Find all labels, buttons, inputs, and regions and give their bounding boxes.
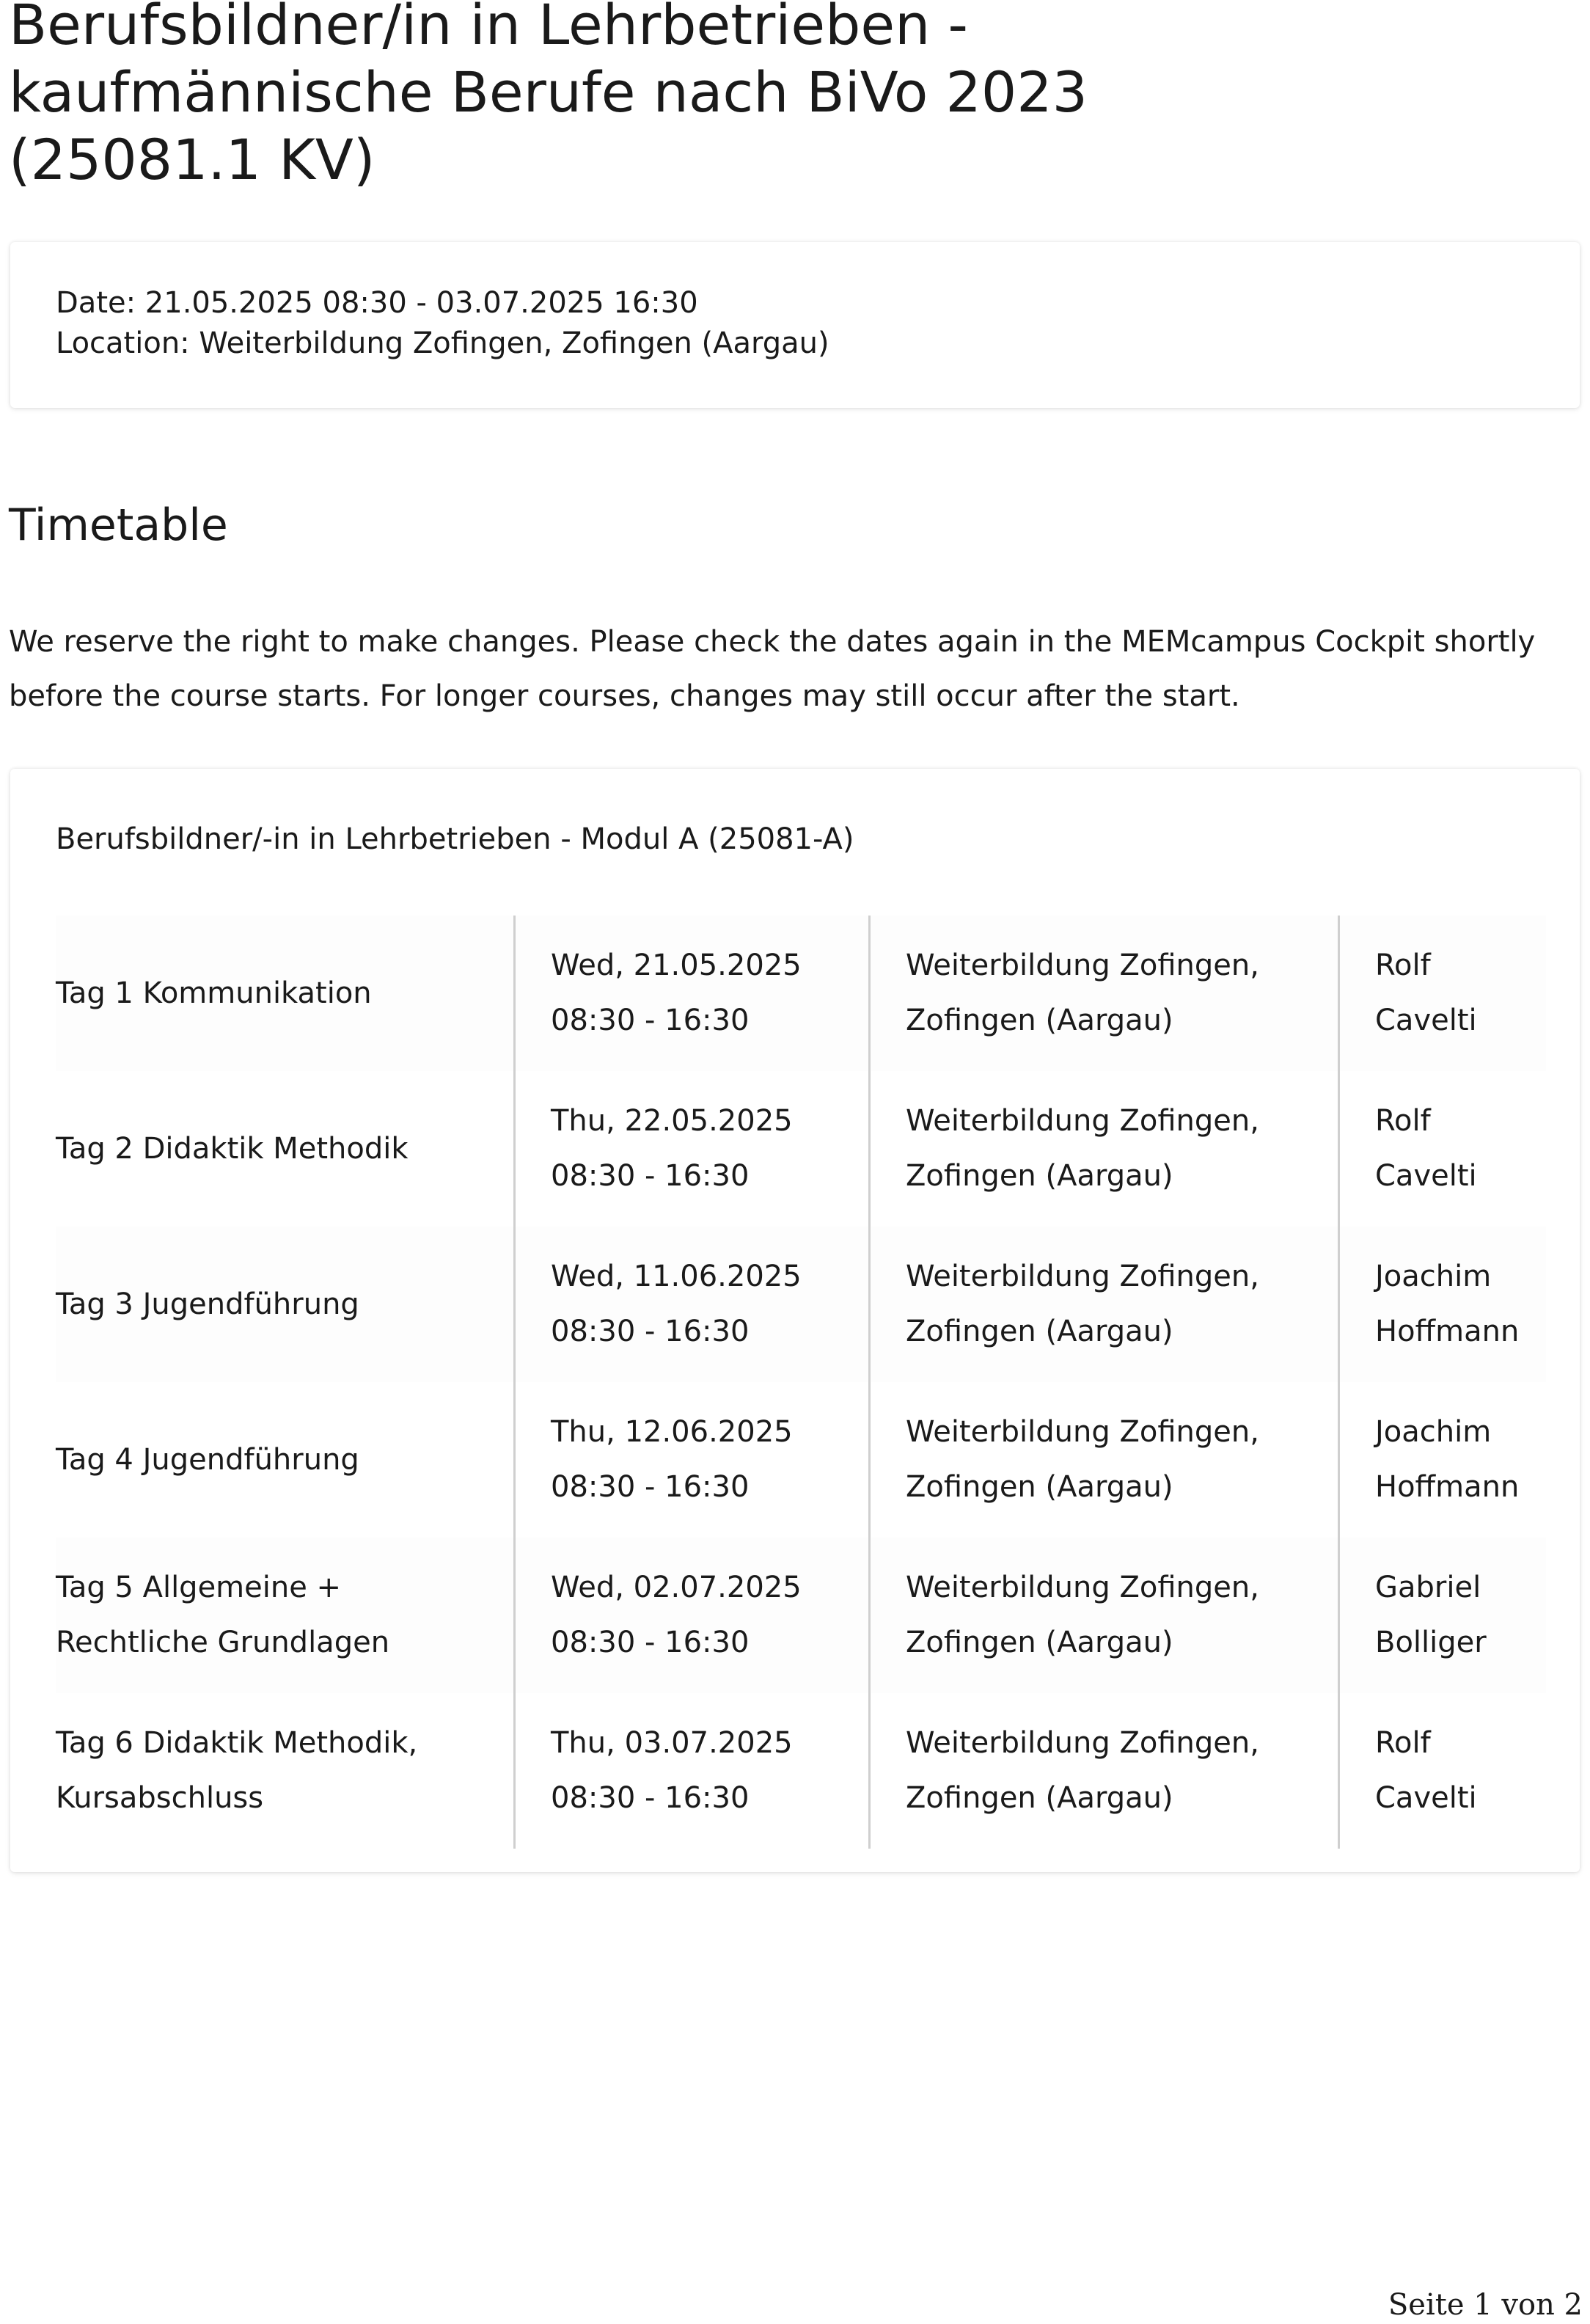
session-location-line: Zofingen (Aargau): [906, 1626, 1173, 1659]
table-row: [56, 1071, 1546, 1227]
session-location-line: Weiterbildung Zofingen,: [906, 949, 1259, 982]
session-datetime: [513, 1382, 868, 1538]
session-datetime: [513, 1538, 868, 1693]
table-row: [56, 1538, 1546, 1693]
table-row: [56, 1693, 1546, 1849]
session-instructor: [1338, 1227, 1546, 1382]
session-instructor-line: Hoffmann: [1375, 1315, 1520, 1348]
session-instructor-line: Bolliger: [1375, 1626, 1487, 1659]
session-topic-line: Tag 1 Kommunikation: [56, 976, 372, 1010]
session-topic-line: Rechtliche Grundlagen: [56, 1626, 390, 1659]
session-location-line: Weiterbildung Zofingen,: [906, 1571, 1259, 1604]
session-instructor: [1338, 916, 1546, 1071]
session-location-line: Zofingen (Aargau): [906, 1470, 1173, 1504]
session-time: 08:30 - 16:30: [551, 1626, 750, 1659]
session-time: 08:30 - 16:30: [551, 1781, 750, 1815]
session-date: Wed, 21.05.2025: [551, 949, 802, 982]
page-title-line: kaufmännische Berufe nach BiVo 2023: [9, 59, 1088, 125]
session-location-line: Zofingen (Aargau): [906, 1159, 1173, 1193]
session-instructor-line: Cavelti: [1375, 1159, 1477, 1193]
module-title: Berufsbildner/-in in Lehrbetrieben - Modul A (25081-A): [56, 822, 854, 856]
page-title-line: (25081.1 KV): [9, 127, 375, 192]
session-instructor: [1338, 1382, 1546, 1538]
session-instructor-line: Rolf: [1375, 1104, 1431, 1138]
session-topic: [56, 1227, 513, 1382]
schedule-table: [56, 916, 1546, 1849]
session-location: [868, 1227, 1338, 1382]
timetable-disclaimer: We reserve the right to make changes. Please check the dates again in the MEMcampus Cockpit shortly before the course starts. For longer courses, changes may still occur after the start.: [9, 625, 1536, 713]
session-date: Thu, 22.05.2025: [551, 1104, 793, 1138]
session-instructor-line: Rolf: [1375, 1726, 1431, 1760]
session-location: [868, 916, 1338, 1071]
session-instructor-line: Cavelti: [1375, 1004, 1477, 1037]
session-topic-line: Tag 2 Didaktik Methodik: [56, 1131, 409, 1166]
session-location: [868, 1382, 1338, 1538]
session-datetime: [513, 916, 868, 1071]
session-topic-line: Tag 4 Jugendführung: [56, 1442, 359, 1477]
session-location: [868, 1693, 1338, 1849]
session-instructor: [1338, 1538, 1546, 1693]
session-time: 08:30 - 16:30: [551, 1470, 750, 1504]
session-location-line: Zofingen (Aargau): [906, 1315, 1173, 1348]
session-date: Wed, 11.06.2025: [551, 1260, 802, 1293]
course-date-range: Date: 21.05.2025 08:30 - 03.07.2025 16:30: [56, 286, 698, 320]
session-instructor: [1338, 1071, 1546, 1227]
session-topic: [56, 1071, 513, 1227]
session-date: Thu, 12.06.2025: [551, 1415, 793, 1449]
session-topic: [56, 1693, 513, 1849]
session-topic: [56, 916, 513, 1071]
session-topic-line: Tag 5 Allgemeine +: [56, 1571, 342, 1604]
table-row: [56, 1227, 1546, 1382]
session-datetime: [513, 1693, 868, 1849]
timetable-card: [10, 769, 1580, 1872]
session-instructor-line: Gabriel: [1375, 1571, 1481, 1604]
page-number: Seite 1 von 2: [1388, 2288, 1583, 2322]
session-instructor-line: Joachim: [1375, 1260, 1492, 1293]
session-location-line: Weiterbildung Zofingen,: [906, 1260, 1259, 1293]
session-instructor-line: Joachim: [1375, 1415, 1492, 1449]
table-row: [56, 916, 1546, 1071]
course-summary-card: [10, 242, 1580, 408]
timetable-heading: Timetable: [9, 500, 228, 551]
session-location-line: Zofingen (Aargau): [906, 1781, 1173, 1815]
page-title-line: Berufsbildner/in in Lehrbetrieben -: [9, 0, 968, 57]
session-date: Wed, 02.07.2025: [551, 1571, 802, 1604]
session-location-line: Weiterbildung Zofingen,: [906, 1415, 1259, 1449]
session-time: 08:30 - 16:30: [551, 1315, 750, 1348]
session-datetime: [513, 1071, 868, 1227]
session-location-line: Weiterbildung Zofingen,: [906, 1104, 1259, 1138]
session-date: Thu, 03.07.2025: [551, 1726, 793, 1760]
page-title: [9, 0, 1402, 194]
session-location: [868, 1538, 1338, 1693]
session-location-line: Weiterbildung Zofingen,: [906, 1726, 1259, 1760]
course-location: Location: Weiterbildung Zofingen, Zofingen (Aargau): [56, 326, 829, 360]
session-time: 08:30 - 16:30: [551, 1159, 750, 1193]
session-location-line: Zofingen (Aargau): [906, 1004, 1173, 1037]
session-topic: [56, 1538, 513, 1693]
session-time: 08:30 - 16:30: [551, 1004, 750, 1037]
session-topic: [56, 1382, 513, 1538]
session-topic-line: Kursabschluss: [56, 1781, 264, 1815]
session-location: [868, 1071, 1338, 1227]
session-topic-line: Tag 3 Jugendführung: [56, 1287, 359, 1321]
session-datetime: [513, 1227, 868, 1382]
session-instructor-line: Rolf: [1375, 949, 1431, 982]
session-instructor: [1338, 1693, 1546, 1849]
table-row: [56, 1382, 1546, 1538]
session-topic-line: Tag 6 Didaktik Methodik,: [56, 1726, 418, 1760]
session-instructor-line: Cavelti: [1375, 1781, 1477, 1815]
session-instructor-line: Hoffmann: [1375, 1470, 1520, 1504]
